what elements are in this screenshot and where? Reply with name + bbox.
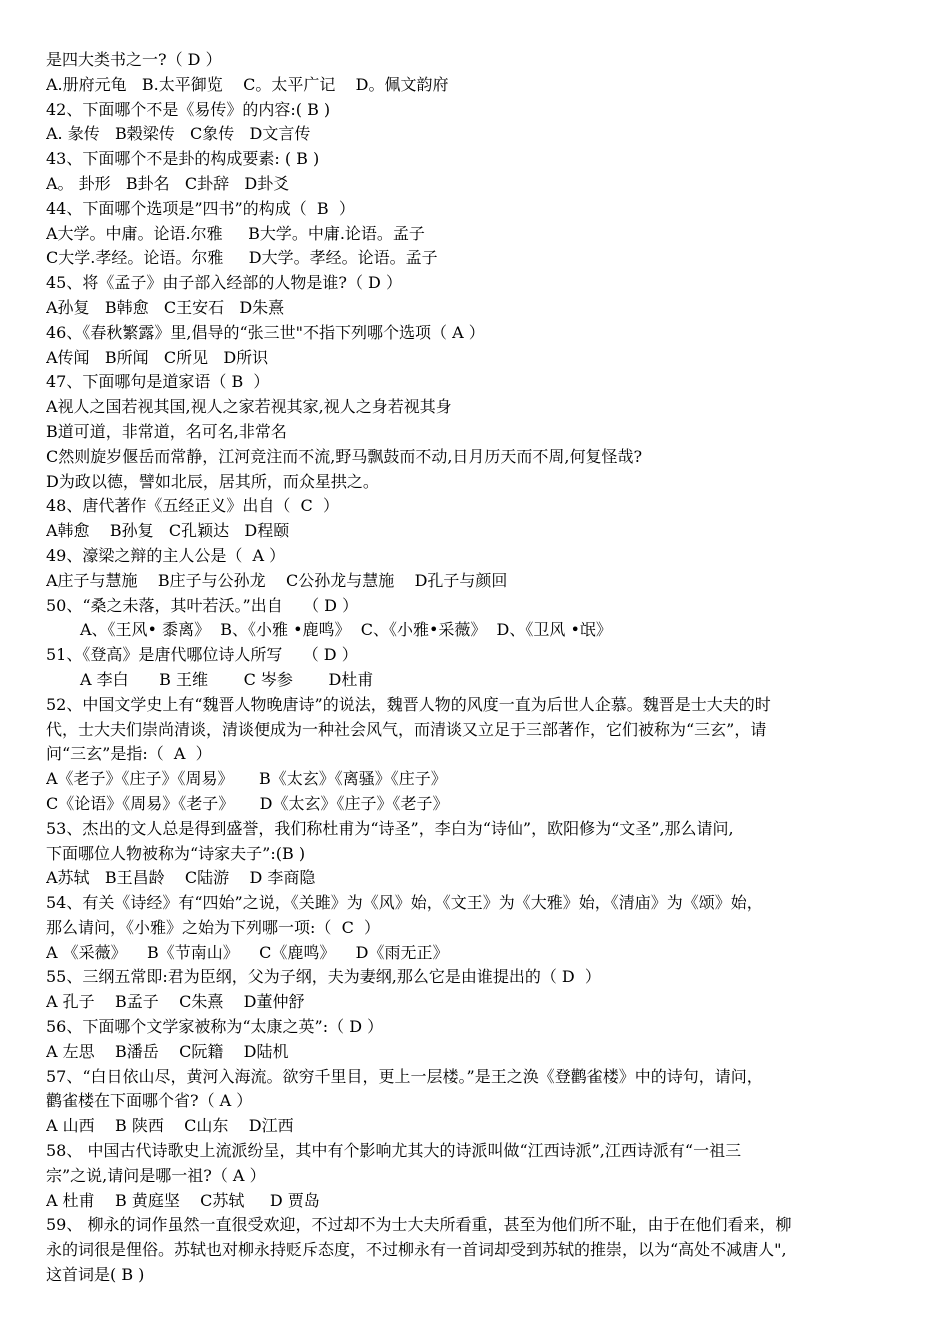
question-54-cont: 那么请问，《小雅》之始为下列哪一项:（ C ） bbox=[46, 917, 380, 937]
answer-option: B道可道，非常道，名可名,非常名 bbox=[46, 421, 287, 441]
answer-options: A韩愈 B孙复 C孔颖达 D程颐 bbox=[46, 521, 290, 541]
answer-options: C《论语》《周易》《老子》 D《太玄》《庄子》《老子》 bbox=[46, 793, 449, 813]
question-48: 48、唐代著作《五经正义》出自（ C ） bbox=[46, 496, 339, 516]
answer-options: C大学.孝经。论语。尔雅 D大学。孝经。论语。孟子 bbox=[46, 248, 438, 268]
question-52: 52、中国文学史上有“魏晋人物晚唐诗”的说法，魏晋人物的风度一直为后世人企慕。魏晋是士大夫的时 bbox=[46, 694, 771, 714]
answer-option: A视人之国若视其国,视人之家若视其家,视人之身若视其身 bbox=[46, 397, 452, 417]
question-55: 55、三纲五常即:君为臣纲，父为子纲，夫为妻纲,那么它是由谁提出的（ D ） bbox=[46, 967, 601, 987]
answer-options: A 李白 B 王维 C 岑参 D杜甫 bbox=[80, 669, 374, 689]
answer-options: A 左思 B潘岳 C阮籍 D陆机 bbox=[46, 1041, 289, 1061]
answer-options: A大学。中庸。论语.尔雅 B大学。中庸.论语。孟子 bbox=[46, 223, 425, 243]
question-58: 58、 中国古代诗歌史上流派纷呈，其中有个影响尤其大的诗派叫做“江西诗派”,江西诗派有“一祖三 bbox=[46, 1141, 742, 1161]
answer-option: C然则旋岁偃岳而常静，江河竞注而不流,野马飘鼓而不动,日月历天而不周,何复怪哉? bbox=[46, 446, 643, 466]
question-46: 46、《春秋繁露》里,倡导的“张三世"不指下列哪个选项（ A ） bbox=[46, 322, 485, 342]
question-52-cont: 代，士大夫们崇尚清谈，清谈便成为一种社会风气，而清谈又立足于三部著作，它们被称为“三玄”，请 bbox=[46, 719, 767, 739]
answer-options: A苏轼 B王昌龄 C陆游 D 李商隐 bbox=[46, 868, 316, 888]
answer-options: A 山西 B 陕西 C山东 D江西 bbox=[46, 1116, 294, 1136]
question-59-cont: 这首词是( B ) bbox=[46, 1265, 145, 1285]
question-52-cont: 问“三玄”是指:（ A ） bbox=[46, 744, 212, 764]
question-43: 43、下面哪个不是卦的构成要素: ( B ) bbox=[46, 149, 320, 169]
question-59-cont: 永的词很是俚俗。苏轼也对柳永持贬斥态度，不过柳永有一首词却受到苏轼的推崇，以为“高处不减唐人", bbox=[46, 1240, 787, 1260]
answer-option: D为政以德，譬如北辰，居其所，而众星拱之。 bbox=[46, 471, 379, 491]
question-57: 57、“白日依山尽，黄河入海流。欲穷千里目，更上一层楼。”是王之涣《登鹳雀楼》中的诗句，请问， bbox=[46, 1066, 763, 1086]
answer-options: A孙复 B韩愈 C王安石 D朱熹 bbox=[46, 297, 285, 317]
question-50: 50、“桑之未落，其叶若沃。”出自 （ D ） bbox=[46, 595, 359, 615]
answer-options: A、《王风• 黍离》 B、《小雅 •鹿鸣》 C、《小雅•采薇》 D、《卫风 •氓》 bbox=[80, 620, 612, 640]
question-53: 53、杰出的文人总是得到盛誉，我们称杜甫为“诗圣”，李白为“诗仙”，欧阳修为“文圣”,那么请问, bbox=[46, 818, 734, 838]
answer-options: A。 卦形 B卦名 C卦辞 D卦爻 bbox=[46, 173, 290, 193]
answer-options: A 孔子 B孟子 C朱熹 D董仲舒 bbox=[46, 992, 305, 1012]
answer-options: A 《采薇》 B《节南山》 C《鹿鸣》 D《雨无正》 bbox=[46, 942, 449, 962]
question-53-cont: 下面哪位人物被称为“诗家夫子”:(B ) bbox=[46, 843, 306, 863]
question-49: 49、濠梁之辩的主人公是（ A ） bbox=[46, 545, 286, 565]
question-42: 42、下面哪个不是《易传》的内容:( B ) bbox=[46, 99, 331, 119]
question-45: 45、将《孟子》由子部入经部的人物是谁?（ D ） bbox=[46, 273, 402, 293]
answer-options: A《老子》《庄子》《周易》 B《太玄》《离骚》《庄子》 bbox=[46, 769, 447, 789]
question-59: 59、 柳永的词作虽然一直很受欢迎，不过却不为士大夫所看重，甚至为他们所不耻，由于在他们看来，柳 bbox=[46, 1215, 792, 1235]
answer-options: A庄子与慧施 B庄子与公孙龙 C公孙龙与慧施 D孔子与颜回 bbox=[46, 570, 508, 590]
answer-options: A. 彖传 B榖梁传 C象传 D文言传 bbox=[46, 124, 311, 144]
question-54: 54、有关《诗经》有“四始”之说，《关雎》为《风》始，《文王》为《大雅》始，《清庙》为《颂》始， bbox=[46, 893, 763, 913]
question-56: 56、下面哪个文学家被称为“太康之英”:（ D ） bbox=[46, 1017, 384, 1037]
answer-options: A 杜甫 B 黄庭坚 C苏轼 D 贾岛 bbox=[46, 1190, 320, 1210]
answer-options: A传闻 B所闻 C所见 D所识 bbox=[46, 347, 269, 367]
question-57-cont: 鹳雀楼在下面哪个省?（ A ） bbox=[46, 1091, 253, 1111]
question-47: 47、下面哪句是道家语（ B ） bbox=[46, 372, 270, 392]
text-line: 是四大类书之一?（ D ） bbox=[46, 50, 222, 69]
question-58-cont: 宗”之说,请问是哪一祖?（ A ） bbox=[46, 1165, 266, 1185]
question-44: 44、下面哪个选项是”四书”的构成（ B ） bbox=[46, 198, 355, 218]
answer-options: A.册府元龟 B.太平御览 C。太平广记 D。佩文韵府 bbox=[46, 74, 449, 94]
question-51: 51、《登高》是唐代哪位诗人所写 （ D ） bbox=[46, 645, 358, 665]
